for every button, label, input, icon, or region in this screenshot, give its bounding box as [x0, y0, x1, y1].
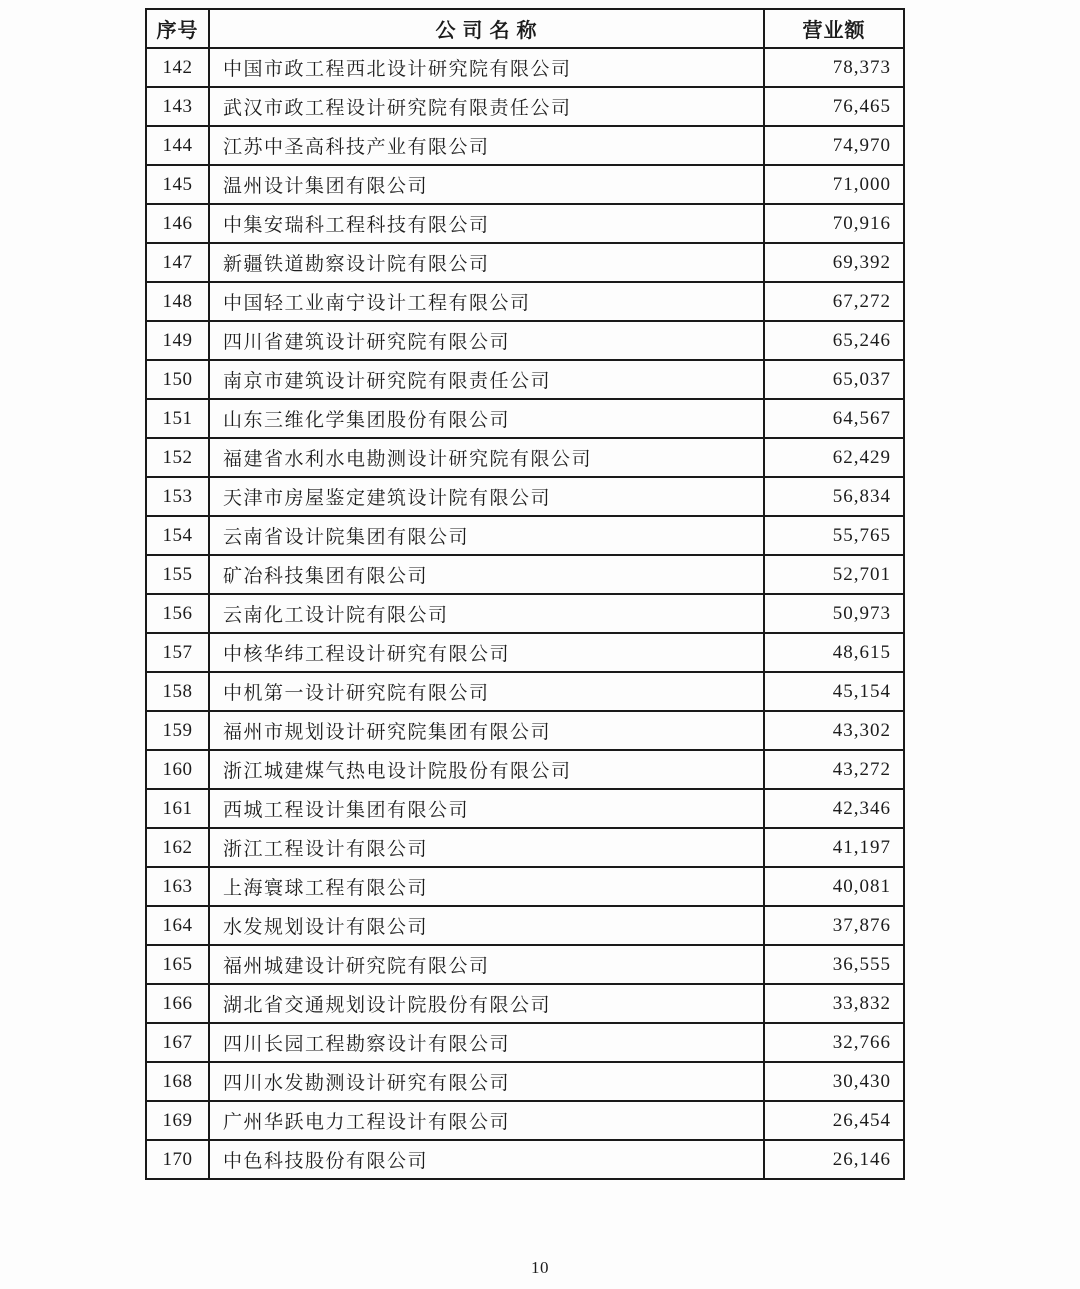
company-name-cell: 湖北省交通规划设计院股份有限公司 — [209, 984, 764, 1023]
rank-cell: 166 — [146, 984, 209, 1023]
rank-cell: 148 — [146, 282, 209, 321]
table-row — [146, 1101, 904, 1140]
table-row — [146, 477, 904, 516]
company-name-cell: 中国市政工程西北设计研究院有限公司 — [209, 48, 764, 87]
company-name-cell: 中国轻工业南宁设计工程有限公司 — [209, 282, 764, 321]
rank-cell: 142 — [146, 48, 209, 87]
company-name-cell: 中集安瑞科工程科技有限公司 — [209, 204, 764, 243]
rank-cell: 143 — [146, 87, 209, 126]
table-row — [146, 789, 904, 828]
company-name-cell: 四川水发勘测设计研究有限公司 — [209, 1062, 764, 1101]
revenue-cell: 69,392 — [764, 243, 904, 282]
revenue-cell: 43,272 — [764, 750, 904, 789]
rank-cell: 156 — [146, 594, 209, 633]
company-name-cell: 南京市建筑设计研究院有限责任公司 — [209, 360, 764, 399]
company-name-cell: 温州设计集团有限公司 — [209, 165, 764, 204]
company-name-cell: 广州华跃电力工程设计有限公司 — [209, 1101, 764, 1140]
company-name-cell: 天津市房屋鉴定建筑设计院有限公司 — [209, 477, 764, 516]
rank-cell: 153 — [146, 477, 209, 516]
revenue-cell: 41,197 — [764, 828, 904, 867]
revenue-cell: 70,916 — [764, 204, 904, 243]
rank-cell: 146 — [146, 204, 209, 243]
revenue-cell: 32,766 — [764, 1023, 904, 1062]
table-row — [146, 555, 904, 594]
company-name-cell: 中机第一设计研究院有限公司 — [209, 672, 764, 711]
revenue-cell: 65,246 — [764, 321, 904, 360]
rank-cell: 165 — [146, 945, 209, 984]
table-row — [146, 1062, 904, 1101]
rank-cell: 151 — [146, 399, 209, 438]
company-name-cell: 云南化工设计院有限公司 — [209, 594, 764, 633]
page-number: 10 — [531, 1258, 549, 1277]
company-name-cell: 山东三维化学集团股份有限公司 — [209, 399, 764, 438]
table-row — [146, 165, 904, 204]
rank-cell: 162 — [146, 828, 209, 867]
company-name-cell: 福建省水利水电勘测设计研究院有限公司 — [209, 438, 764, 477]
company-name-cell: 矿冶科技集团有限公司 — [209, 555, 764, 594]
rank-cell: 158 — [146, 672, 209, 711]
revenue-cell: 33,832 — [764, 984, 904, 1023]
revenue-cell: 67,272 — [764, 282, 904, 321]
table-row — [146, 282, 904, 321]
rank-cell: 170 — [146, 1140, 209, 1179]
rank-cell: 157 — [146, 633, 209, 672]
table-row — [146, 204, 904, 243]
table-row — [146, 321, 904, 360]
revenue-cell: 43,302 — [764, 711, 904, 750]
revenue-cell: 48,615 — [764, 633, 904, 672]
rank-cell: 147 — [146, 243, 209, 282]
rank-cell: 169 — [146, 1101, 209, 1140]
revenue-cell: 37,876 — [764, 906, 904, 945]
rank-cell: 155 — [146, 555, 209, 594]
company-name-cell: 浙江工程设计有限公司 — [209, 828, 764, 867]
revenue-cell: 40,081 — [764, 867, 904, 906]
revenue-cell: 65,037 — [764, 360, 904, 399]
revenue-cell: 30,430 — [764, 1062, 904, 1101]
rank-cell: 152 — [146, 438, 209, 477]
revenue-cell: 56,834 — [764, 477, 904, 516]
rank-cell: 149 — [146, 321, 209, 360]
company-name-cell: 中色科技股份有限公司 — [209, 1140, 764, 1179]
company-name-cell: 新疆铁道勘察设计院有限公司 — [209, 243, 764, 282]
table-header-row — [146, 9, 904, 48]
rank-cell: 163 — [146, 867, 209, 906]
table-row — [146, 594, 904, 633]
table-row — [146, 672, 904, 711]
revenue-cell: 26,146 — [764, 1140, 904, 1179]
company-name-cell: 江苏中圣高科技产业有限公司 — [209, 126, 764, 165]
table-row — [146, 906, 904, 945]
company-name-cell: 浙江城建煤气热电设计院股份有限公司 — [209, 750, 764, 789]
table-row — [146, 516, 904, 555]
company-name-cell: 四川省建筑设计研究院有限公司 — [209, 321, 764, 360]
company-name-cell: 上海寰球工程有限公司 — [209, 867, 764, 906]
table-row — [146, 711, 904, 750]
table-row — [146, 48, 904, 87]
rank-cell: 161 — [146, 789, 209, 828]
rank-cell: 145 — [146, 165, 209, 204]
table-row — [146, 750, 904, 789]
table-row — [146, 1140, 904, 1179]
company-name-cell: 中核华纬工程设计研究有限公司 — [209, 633, 764, 672]
rank-cell: 150 — [146, 360, 209, 399]
company-name-cell: 福州市规划设计研究院集团有限公司 — [209, 711, 764, 750]
col-header-rank: 序号 — [146, 9, 209, 48]
table-row — [146, 87, 904, 126]
table-row — [146, 1023, 904, 1062]
rank-cell: 160 — [146, 750, 209, 789]
revenue-cell: 26,454 — [764, 1101, 904, 1140]
company-name-cell: 云南省设计院集团有限公司 — [209, 516, 764, 555]
revenue-cell: 36,555 — [764, 945, 904, 984]
revenue-cell: 62,429 — [764, 438, 904, 477]
table-row — [146, 984, 904, 1023]
revenue-cell: 52,701 — [764, 555, 904, 594]
table-row — [146, 633, 904, 672]
company-revenue-table — [145, 8, 905, 1180]
revenue-cell: 42,346 — [764, 789, 904, 828]
table-body — [146, 48, 904, 1179]
table-row — [146, 399, 904, 438]
revenue-cell: 71,000 — [764, 165, 904, 204]
table-row — [146, 867, 904, 906]
revenue-cell: 76,465 — [764, 87, 904, 126]
rank-cell: 168 — [146, 1062, 209, 1101]
company-name-cell: 四川长园工程勘察设计有限公司 — [209, 1023, 764, 1062]
company-name-cell: 福州城建设计研究院有限公司 — [209, 945, 764, 984]
revenue-cell: 78,373 — [764, 48, 904, 87]
rank-cell: 154 — [146, 516, 209, 555]
table-row — [146, 126, 904, 165]
table-row — [146, 945, 904, 984]
company-name-cell: 水发规划设计有限公司 — [209, 906, 764, 945]
rank-cell: 164 — [146, 906, 209, 945]
rank-cell: 144 — [146, 126, 209, 165]
company-name-cell: 西城工程设计集团有限公司 — [209, 789, 764, 828]
revenue-cell: 55,765 — [764, 516, 904, 555]
col-header-revenue: 营业额 — [764, 9, 904, 48]
revenue-cell: 64,567 — [764, 399, 904, 438]
revenue-cell: 50,973 — [764, 594, 904, 633]
revenue-cell: 45,154 — [764, 672, 904, 711]
revenue-cell: 74,970 — [764, 126, 904, 165]
table-row — [146, 828, 904, 867]
company-name-cell: 武汉市政工程设计研究院有限责任公司 — [209, 87, 764, 126]
table-row — [146, 360, 904, 399]
table-row — [146, 438, 904, 477]
rank-cell: 159 — [146, 711, 209, 750]
rank-cell: 167 — [146, 1023, 209, 1062]
table-row — [146, 243, 904, 282]
col-header-company-name: 公 司 名 称 — [209, 9, 764, 48]
